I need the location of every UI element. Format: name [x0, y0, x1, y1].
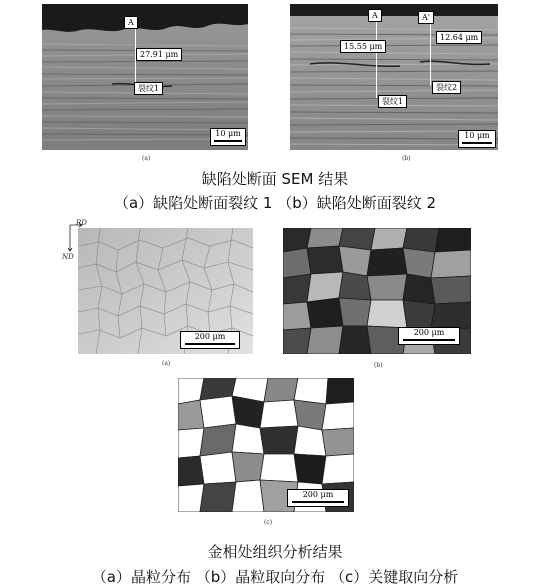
- crack-label-a: 裂纹1: [134, 82, 163, 95]
- measure-label-a: 27.91 μm: [136, 48, 182, 61]
- sem-caption-title: 缺陷处断面 SEM 结果: [201, 170, 349, 188]
- marker-b2: A': [418, 11, 434, 24]
- grain-sublabel-a: (a): [162, 360, 171, 367]
- measure-line-b1: [376, 16, 377, 98]
- scale-bar-b: [458, 130, 496, 148]
- crack-label-b2: 裂纹2: [432, 81, 461, 94]
- crack-label-b1: 裂纹1: [378, 95, 407, 108]
- sem-caption-sub: （a）缺陷处断面裂纹 1 （b）缺陷处断面裂纹 2: [113, 194, 437, 212]
- axis-nd-label: ND: [62, 253, 74, 261]
- grain-sublabel-b: (b): [374, 362, 383, 369]
- scale-text-a: 10 μm: [215, 129, 241, 138]
- sem-image-b: [290, 4, 498, 150]
- scale-text-ma: 200 μm: [194, 332, 226, 341]
- scale-text-b: 10 μm: [464, 131, 490, 140]
- axis-rd-label: RD: [76, 219, 87, 227]
- measure-label-b1: 15.55 μm: [340, 40, 386, 53]
- scale-text-mc: 200 μm: [302, 490, 334, 499]
- marker-b1: A: [368, 9, 382, 22]
- scale-bar-mb: [398, 327, 460, 345]
- scale-bar-ma: [180, 331, 240, 349]
- scale-bar-a: [210, 128, 246, 146]
- grain-sublabel-c: (c): [264, 519, 273, 526]
- measure-line-b2: [430, 16, 431, 86]
- sem-sublabel-b: (b): [402, 155, 411, 162]
- sem-sublabel-a: (a): [142, 155, 151, 162]
- scale-text-mb: 200 μm: [413, 328, 445, 337]
- scale-bar-mc: [287, 489, 349, 507]
- metallo-caption-title: 金相处组织分析结果: [207, 543, 343, 561]
- marker-a: A: [124, 16, 138, 29]
- metallo-caption-sub: （a）晶粒分布 （b）晶粒取向分布 （c）关键取向分析: [91, 568, 459, 586]
- measure-label-b2: 12.64 μm: [436, 31, 482, 44]
